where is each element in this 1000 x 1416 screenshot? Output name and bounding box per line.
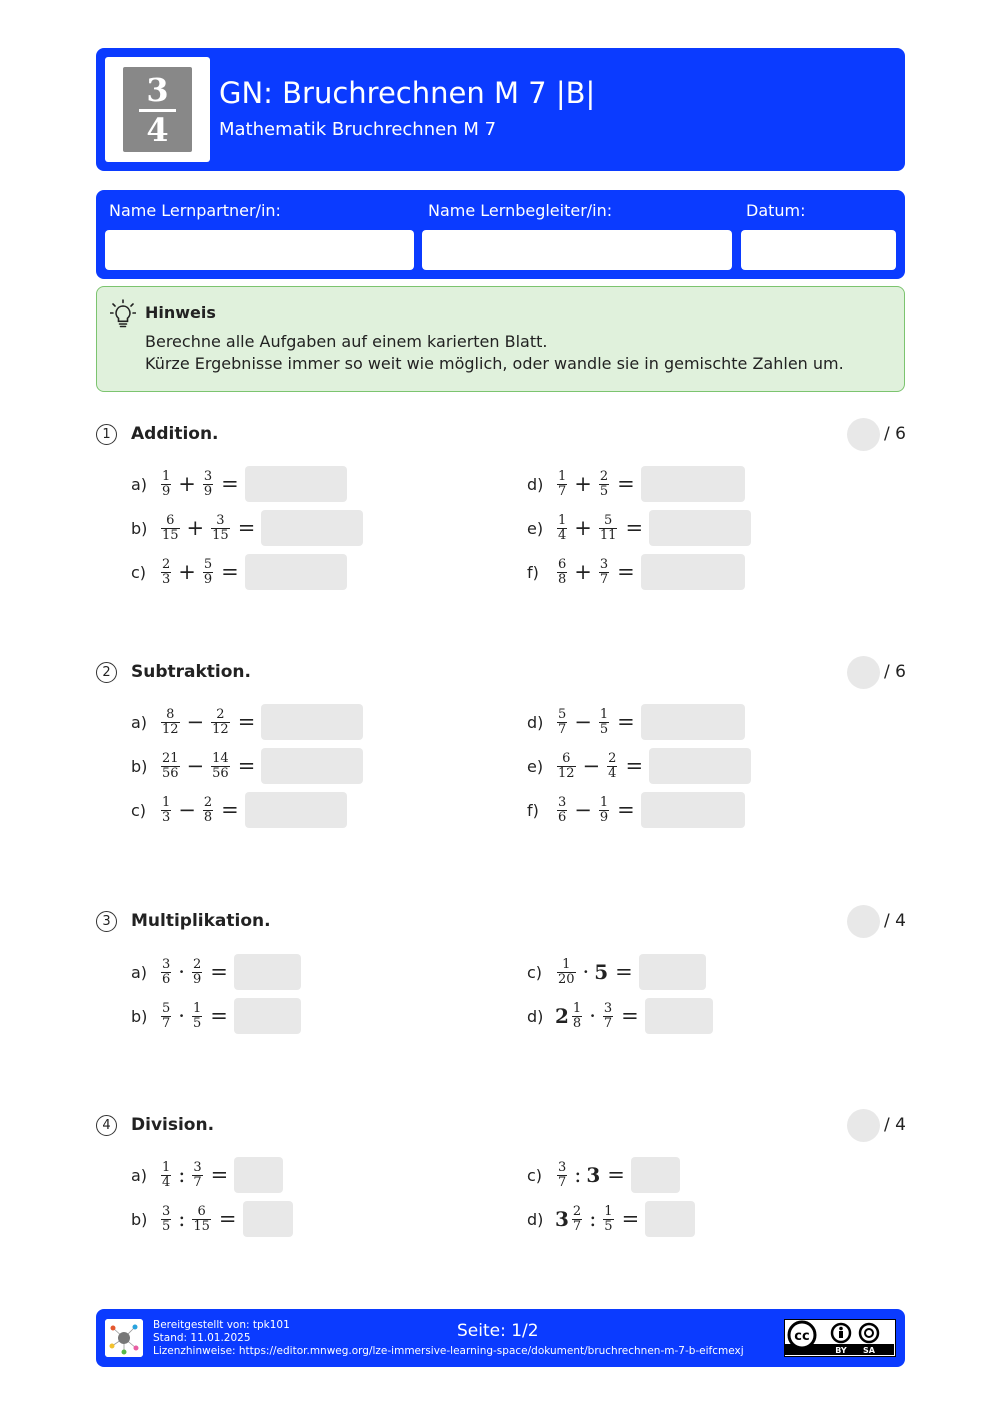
- fraction-denominator: 8: [572, 1015, 582, 1031]
- date-label: Datum:: [746, 201, 806, 220]
- fraction-numerator: 1: [599, 706, 609, 722]
- fraction-denominator: 5: [599, 721, 609, 737]
- fraction-denominator: 4: [558, 527, 567, 543]
- cc-license-icon: [785, 1320, 894, 1355]
- task-expression: [555, 514, 649, 543]
- task-sub-5: [527, 748, 751, 784]
- operator: ·: [589, 1004, 596, 1028]
- partner-name-field[interactable]: [105, 230, 414, 270]
- fraction-operand: [192, 958, 202, 987]
- max-score: / 4: [884, 1115, 906, 1135]
- equals-sign: =: [221, 798, 239, 822]
- fraction-operand: [161, 708, 180, 737]
- answer-field[interactable]: [245, 554, 347, 590]
- fraction-denominator: 7: [193, 1174, 202, 1190]
- fraction-denominator: 15: [162, 527, 179, 543]
- task-div-3: [527, 1157, 680, 1193]
- operator: −: [178, 798, 196, 822]
- fraction-denominator: 7: [599, 571, 609, 587]
- operator: +: [574, 560, 592, 584]
- fraction-denominator: 6: [162, 971, 171, 987]
- fraction-operand: [557, 514, 567, 543]
- task-expression: [159, 752, 261, 781]
- operator: −: [574, 710, 592, 734]
- fraction-denominator: 3: [162, 571, 171, 587]
- equals-sign: =: [625, 516, 644, 540]
- fraction-operand: [161, 470, 171, 499]
- fraction-numerator: 5: [558, 706, 567, 722]
- fraction-denominator: 7: [558, 1174, 567, 1190]
- fraction-numerator: 1: [162, 794, 171, 810]
- fraction-operand: [211, 752, 230, 781]
- fraction-operand: [203, 558, 213, 587]
- equals-sign: =: [237, 710, 256, 734]
- task-expression: [159, 708, 261, 737]
- task-label: e): [527, 518, 544, 538]
- answer-field[interactable]: [245, 792, 347, 828]
- equals-sign: =: [210, 960, 228, 984]
- fraction-operand: [161, 1205, 171, 1234]
- operator: −: [582, 754, 601, 778]
- task-add-4: [527, 466, 745, 502]
- fraction-operand: [192, 1161, 202, 1190]
- max-score: / 4: [884, 911, 906, 931]
- answer-field[interactable]: [645, 998, 713, 1034]
- name-fields-panel: [96, 190, 905, 279]
- equals-sign: =: [617, 560, 635, 584]
- section-number: 4: [96, 1115, 117, 1136]
- fraction-operand: [192, 1002, 202, 1031]
- page-subtitle: Mathematik Bruchrechnen M 7: [219, 119, 497, 140]
- equals-sign: =: [210, 1163, 229, 1187]
- task-add-3: [131, 554, 347, 590]
- task-label: a): [131, 712, 148, 732]
- answer-field[interactable]: [234, 954, 301, 990]
- score-field[interactable]: [847, 418, 880, 451]
- fraction-operand: [557, 752, 576, 781]
- answer-field[interactable]: [234, 998, 301, 1034]
- hint-text-line-1: Berechne alle Aufgaben auf einem karierten Blatt.: [145, 332, 548, 351]
- score-field[interactable]: [847, 1109, 880, 1142]
- fraction-numerator: 3: [193, 1159, 202, 1175]
- fraction-numerator: 3: [203, 468, 213, 484]
- fraction-operand: [557, 958, 576, 987]
- task-label: a): [131, 962, 148, 982]
- task-label: d): [527, 1006, 544, 1026]
- fraction-operand: [599, 796, 609, 825]
- fraction-operand: [557, 558, 567, 587]
- equals-sign: =: [617, 710, 635, 734]
- partner-label: Name Lernpartner/in:: [109, 201, 281, 220]
- fraction-numerator: 14: [212, 750, 229, 766]
- fraction-numerator: 1: [192, 1000, 202, 1016]
- mixed-whole: 3: [555, 1207, 569, 1231]
- task-mul-1: [131, 954, 301, 990]
- fraction-denominator: 3: [162, 809, 171, 825]
- fraction-operand: [161, 752, 180, 781]
- task-mul-3: [527, 954, 706, 990]
- task-add-2: [131, 510, 363, 546]
- worksheet-header: [96, 48, 905, 171]
- fraction-operand: [211, 708, 230, 737]
- equals-sign: =: [237, 754, 256, 778]
- fraction-denominator: 9: [162, 483, 171, 499]
- section-title-multiplication: Multiplikation.: [131, 911, 271, 931]
- fraction-operand: [599, 470, 609, 499]
- fraction-operand: [203, 470, 213, 499]
- fraction-denominator: 5: [162, 1218, 171, 1234]
- fraction-denominator: 20: [558, 971, 575, 987]
- hint-box: [96, 286, 905, 392]
- fraction-numerator: 1: [604, 1203, 613, 1219]
- task-label: b): [131, 1006, 148, 1026]
- fraction-denominator: 9: [192, 971, 202, 987]
- page-number: Seite: 1/2: [457, 1321, 539, 1341]
- task-expression: [555, 752, 649, 781]
- operator: +: [178, 472, 196, 496]
- fraction-denominator: 8: [203, 809, 213, 825]
- fraction-denominator: 9: [599, 809, 609, 825]
- task-mul-4: [527, 998, 713, 1034]
- fraction-numerator: 5: [162, 1000, 171, 1016]
- fraction-numerator: 1: [558, 468, 567, 484]
- fraction-numerator: 3: [558, 1159, 567, 1175]
- task-expression: [159, 470, 245, 499]
- fraction-denominator: 7: [162, 1015, 171, 1031]
- task-add-1: [131, 466, 347, 502]
- fraction-denominator: 5: [604, 1218, 613, 1234]
- logo-numerator: 3: [146, 71, 169, 109]
- equals-sign: =: [221, 560, 239, 584]
- fraction-operand: [161, 558, 171, 587]
- date-field[interactable]: [741, 230, 896, 270]
- page-title: GN: Bruchrechnen M 7 |B|: [219, 76, 596, 110]
- task-expression: [555, 470, 641, 499]
- whole-number: 3: [586, 1163, 601, 1187]
- equals-sign: =: [621, 1004, 639, 1028]
- fraction-operand: [192, 1205, 211, 1234]
- score-field[interactable]: [847, 905, 880, 938]
- operator: ·: [178, 960, 185, 984]
- fraction-operand: [557, 1161, 567, 1190]
- fraction-operand: [161, 514, 180, 543]
- fraction-operand: [599, 514, 618, 543]
- score-field[interactable]: [847, 656, 880, 689]
- fraction-denominator: 56: [162, 765, 179, 781]
- equals-sign: =: [621, 1207, 640, 1231]
- fraction-denominator: 7: [558, 483, 567, 499]
- answer-field[interactable]: [261, 510, 363, 546]
- task-expression: [555, 1205, 645, 1234]
- companion-name-field[interactable]: [422, 230, 732, 270]
- task-label: d): [527, 712, 544, 732]
- fraction-numerator: 3: [599, 556, 609, 572]
- fraction-numerator: 1: [599, 794, 609, 810]
- fraction-operand: [161, 1161, 171, 1190]
- fraction-numerator: 5: [604, 512, 613, 528]
- task-sub-3: [131, 792, 347, 828]
- fraction-operand: [161, 1002, 171, 1031]
- fraction-numerator: 6: [562, 750, 571, 766]
- task-label: b): [131, 518, 148, 538]
- lightbulb-icon: [110, 299, 136, 329]
- fraction-operand: [557, 708, 567, 737]
- task-expression: [555, 1161, 631, 1190]
- fraction-denominator: 4: [162, 1174, 171, 1190]
- fraction-logo: [105, 57, 210, 162]
- answer-field[interactable]: [639, 954, 706, 990]
- answer-field[interactable]: [245, 466, 347, 502]
- task-sub-1: [131, 704, 363, 740]
- operator: +: [178, 560, 196, 584]
- task-label: d): [527, 1209, 544, 1229]
- fraction-numerator: 3: [603, 1000, 613, 1016]
- cc-by-sa-badge: [784, 1319, 896, 1357]
- section-number: 1: [96, 424, 117, 445]
- fraction-numerator: 2: [192, 956, 202, 972]
- task-mul-2: [131, 998, 301, 1034]
- fraction-denominator: 12: [162, 721, 179, 737]
- max-score: / 6: [884, 424, 906, 444]
- fraction-operand: [161, 958, 171, 987]
- hint-title: Hinweis: [145, 303, 216, 322]
- answer-field[interactable]: [641, 466, 745, 502]
- whole-number: 5: [594, 960, 609, 984]
- task-label: f): [527, 800, 539, 820]
- fraction-operand: [557, 796, 567, 825]
- fraction-operand: [161, 796, 171, 825]
- equals-sign: =: [237, 516, 256, 540]
- fraction-operand: [572, 1205, 582, 1234]
- fraction-denominator: 15: [212, 527, 229, 543]
- fraction-denominator: 6: [558, 809, 567, 825]
- fraction-denominator: 7: [603, 1015, 613, 1031]
- section-title-addition: Addition.: [131, 424, 219, 444]
- fraction-numerator: 1: [572, 1000, 582, 1016]
- footer-date: Stand: 11.01.2025: [153, 1332, 251, 1344]
- section-title-subtraction: Subtraktion.: [131, 662, 251, 682]
- operator: −: [186, 710, 205, 734]
- fraction-numerator: 3: [558, 794, 567, 810]
- max-score: / 6: [884, 662, 906, 682]
- fraction-numerator: 6: [197, 1203, 206, 1219]
- task-label: d): [527, 474, 544, 494]
- task-div-4: [527, 1201, 695, 1237]
- cc-mark-text: cc: [794, 1329, 810, 1344]
- task-add-6: [527, 554, 745, 590]
- task-expression: [159, 514, 261, 543]
- operator: ·: [178, 1004, 185, 1028]
- equals-sign: =: [625, 754, 644, 778]
- task-expression: [555, 558, 641, 587]
- equals-sign: =: [221, 472, 239, 496]
- task-expression: [159, 1205, 243, 1234]
- provider-logo-icon: [105, 1319, 143, 1357]
- answer-field[interactable]: [649, 748, 751, 784]
- answer-field[interactable]: [641, 792, 745, 828]
- task-label: c): [527, 962, 543, 982]
- answer-field[interactable]: [645, 1201, 695, 1237]
- task-label: a): [131, 1165, 148, 1185]
- operator: :: [589, 1207, 597, 1231]
- operator: ·: [582, 960, 590, 984]
- fraction-operand: [607, 752, 617, 781]
- fraction-numerator: 1: [562, 956, 571, 972]
- answer-field[interactable]: [261, 704, 363, 740]
- task-expression: [555, 708, 641, 737]
- operator: :: [574, 1163, 582, 1187]
- answer-field[interactable]: [641, 704, 745, 740]
- fraction-operand: [603, 1205, 613, 1234]
- fraction-numerator: 2: [203, 794, 213, 810]
- companion-label: Name Lernbegleiter/in:: [428, 201, 613, 220]
- fraction-operand: [603, 1002, 613, 1031]
- fraction-numerator: 6: [166, 512, 175, 528]
- fraction-operand: [211, 514, 230, 543]
- section-number: 3: [96, 911, 117, 932]
- fraction-denominator: 7: [572, 1218, 582, 1234]
- operator: +: [574, 516, 592, 540]
- fraction-operand: [557, 470, 567, 499]
- mixed-whole: 2: [555, 1004, 569, 1028]
- fraction-denominator: 7: [558, 721, 567, 737]
- task-sub-4: [527, 704, 745, 740]
- task-label: e): [527, 756, 544, 776]
- logo-denominator: 4: [146, 111, 169, 149]
- fraction-numerator: 1: [162, 1159, 171, 1175]
- task-expression: [159, 796, 245, 825]
- task-expression: [159, 1161, 234, 1190]
- fraction-denominator: 12: [558, 765, 575, 781]
- task-label: c): [131, 800, 147, 820]
- answer-field[interactable]: [243, 1201, 293, 1237]
- task-expression: [555, 958, 639, 987]
- fraction-denominator: 4: [608, 765, 617, 781]
- task-sub-2: [131, 748, 363, 784]
- task-label: c): [131, 562, 147, 582]
- answer-field[interactable]: [649, 510, 751, 546]
- fraction-numerator: 6: [558, 556, 567, 572]
- operator: :: [178, 1207, 186, 1231]
- answer-field[interactable]: [641, 554, 745, 590]
- fraction-numerator: 8: [166, 706, 175, 722]
- fraction-denominator: 5: [192, 1015, 202, 1031]
- operator: −: [186, 754, 205, 778]
- operator: :: [178, 1163, 186, 1187]
- section-title-division: Division.: [131, 1115, 215, 1135]
- fraction-numerator: 3: [162, 1203, 171, 1219]
- operator: +: [574, 472, 592, 496]
- task-expression: [555, 796, 641, 825]
- cc-sa-text: SA: [863, 1346, 875, 1355]
- cc-by-text: BY: [835, 1346, 847, 1355]
- fraction-denominator: 5: [599, 483, 609, 499]
- fraction-operand: [203, 796, 213, 825]
- fraction-denominator: 15: [193, 1218, 210, 1234]
- fraction-denominator: 8: [558, 571, 567, 587]
- equals-sign: =: [615, 960, 633, 984]
- fraction-denominator: 56: [212, 765, 229, 781]
- task-sub-6: [527, 792, 745, 828]
- operator: −: [574, 798, 592, 822]
- equals-sign: =: [210, 1004, 228, 1028]
- fraction-numerator: 2: [216, 706, 225, 722]
- fraction-operand: [572, 1002, 582, 1031]
- task-label: b): [131, 1209, 148, 1229]
- fraction-numerator: 1: [558, 512, 567, 528]
- fraction-operand: [599, 558, 609, 587]
- fraction-numerator: 2: [572, 1203, 582, 1219]
- task-expression: [159, 1002, 234, 1031]
- answer-field[interactable]: [234, 1157, 283, 1193]
- fraction-numerator: 2: [162, 556, 171, 572]
- provided-by: Bereitgestellt von: tpk101: [153, 1319, 290, 1331]
- fraction-numerator: 5: [203, 556, 213, 572]
- answer-field[interactable]: [261, 748, 363, 784]
- equals-sign: =: [218, 1207, 237, 1231]
- task-expression: [555, 1002, 645, 1031]
- equals-sign: =: [617, 798, 635, 822]
- section-number: 2: [96, 662, 117, 683]
- answer-field[interactable]: [631, 1157, 680, 1193]
- equals-sign: =: [617, 472, 635, 496]
- license-link[interactable]: Lizenzhinweise: https://editor.mnweg.org/lze-immersive-learning-space/dokument/bruchrechnen-m-7-b-eifcmexj: [153, 1345, 744, 1357]
- fraction-numerator: 2: [608, 750, 617, 766]
- fraction-denominator: 9: [203, 571, 213, 587]
- task-label: c): [527, 1165, 543, 1185]
- task-expression: [159, 558, 245, 587]
- fraction-numerator: 2: [599, 468, 609, 484]
- hint-text-line-2: Kürze Ergebnisse immer so weit wie möglich, oder wandle sie in gemischte Zahlen um.: [145, 354, 844, 373]
- equals-sign: =: [607, 1163, 625, 1187]
- fraction-numerator: 3: [216, 512, 225, 528]
- task-label: a): [131, 474, 148, 494]
- fraction-denominator: 12: [212, 721, 229, 737]
- fraction-logo-tile: [123, 67, 192, 152]
- operator: +: [186, 516, 205, 540]
- task-label: b): [131, 756, 148, 776]
- task-div-2: [131, 1201, 293, 1237]
- fraction-denominator: 9: [203, 483, 213, 499]
- page-footer: [96, 1309, 905, 1367]
- fraction-numerator: 21: [162, 750, 179, 766]
- fraction-denominator: 11: [599, 527, 617, 543]
- fraction-numerator: 1: [162, 468, 171, 484]
- task-div-1: [131, 1157, 283, 1193]
- task-expression: [159, 958, 234, 987]
- fraction-numerator: 3: [162, 956, 171, 972]
- task-label: f): [527, 562, 539, 582]
- fraction-operand: [599, 708, 609, 737]
- task-add-5: [527, 510, 751, 546]
